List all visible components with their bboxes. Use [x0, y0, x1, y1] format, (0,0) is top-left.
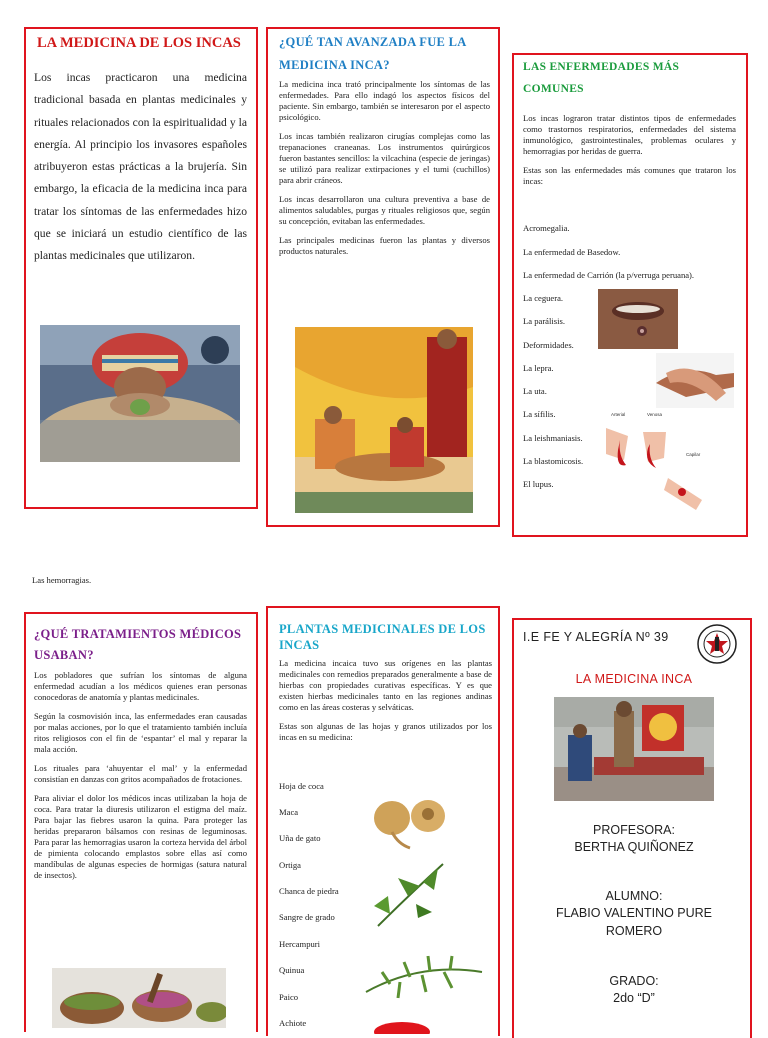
disease-item: La lepra. [523, 363, 554, 373]
plant-item: Ortiga [279, 860, 301, 870]
disease-item: La parálisis. [523, 316, 565, 326]
ortiga-image [368, 856, 450, 936]
inca-surgery-image [295, 327, 473, 513]
quinua-plant-image [360, 942, 488, 1012]
disease-item: La ceguera. [523, 293, 564, 303]
achiote-image [366, 1014, 436, 1034]
herbal-bowls-image [52, 968, 226, 1028]
school-logo-icon [696, 623, 738, 665]
grade-value: 2do “D” [613, 991, 655, 1005]
panel1-title: LA MEDICINA DE LOS INCAS [37, 35, 241, 51]
panel5-paragraph-2: Estas son algunas de las hojas y granos utilizados por los incas en su medicina: [279, 721, 492, 742]
panel3-paragraph-2: Estas son las enfermedades más comunes que trataron los incas: [523, 165, 736, 186]
plant-item: Hercampuri [279, 939, 321, 949]
hands-image [656, 353, 734, 408]
plant-item: Achiote [279, 1018, 307, 1028]
disease-item: El lupus. [523, 479, 554, 489]
panel5-paragraph-1: La medicina incaica tuvo sus orígenes en las plantas medicinales con remedios preparados generalmente a base de hierbas con propiedades curativas específicas. Y es que existen hierbas medicinales tanto en las regiones andinas como en las áreas costeras y selváticas. [279, 658, 492, 712]
teacher-label: PROFESORA: [593, 823, 675, 837]
panel3-paragraph-1: Los incas lograron tratar distintos tipos de enfermedades como trastornos respiratorios, enfermedades del sistema inmunológico, gastrointestinales, problemas oculares y hemorragias por heridas de guerra. [523, 113, 736, 156]
panel4-paragraph-1: Los pobladores que sufrían los síntomas de alguna enfermedad acudían a los médicos quienes eran personas conocedoras de anatomía y plantas medicinales. [34, 670, 247, 702]
teacher-name: BERTHA QUIÑONEZ [574, 840, 694, 854]
student-name-line2: ROMERO [605, 924, 663, 938]
plant-item: Sangre de grado [279, 912, 335, 922]
hemorrhage-types-image [598, 410, 708, 520]
overflow-line: Las hemorragias. [32, 575, 92, 585]
inca-healing-illustration [554, 697, 714, 801]
panel2-paragraph-2: Los incas también realizaron cirugías complejas como las trepanaciones craneanas. Los instrumentos quirúrgicos fueron bastantes sencillos: la vilcachina (especie de jeringas) se utilizó para realizar extirpaciones y el tumi (cuchillos) para abrir cráneos. [279, 131, 490, 185]
panel-la-medicina-de-los-incas [24, 27, 258, 509]
face-lesion-image [598, 289, 678, 349]
panel2-title: ¿QUÉ TAN AVANZADA FUE LA MEDICINA INCA? [279, 35, 466, 72]
plant-item: Maca [279, 807, 299, 817]
student-label: ALUMNO: [605, 889, 663, 903]
panel2-paragraph-4: Las principales medicinas fueron las plantas y diversos productos naturales. [279, 235, 490, 256]
panel1-text: Los incas practicaron una medicina tradicional basada en plantas medicinales y rituales relacionados con la espiritualidad y la energía. Al principio los invasores españoles atribuyeron estas prácticas a la brujería. Sin embargo, la eficacia de la medicina inca para tratar los síntomas de las enfermedades hizo que se iniciará un estudio científico de las plantas medicinales que utilizaron. [34, 71, 247, 263]
maca-image [364, 792, 454, 852]
disease-item: La leishmaniasis. [523, 433, 583, 443]
panel3-title: LAS ENFERMEDADES MÁS COMUNES [523, 61, 680, 95]
panel4-title: ¿QUÉ TRATAMIENTOS MÉDICOS USABAN? [34, 627, 242, 662]
grade-label: GRADO: [609, 974, 659, 988]
inca-healer-image [40, 325, 240, 462]
cover-title: LA MEDICINA INCA [575, 672, 693, 686]
school-name: I.E FE Y ALEGRÍA Nº 39 [523, 630, 669, 644]
student-name-line1: FLABIO VALENTINO PURE [555, 906, 713, 920]
disease-item: La enfermedad de Carrión (la p/verruga peruana). [523, 270, 695, 280]
disease-item: La blastomicosis. [523, 456, 584, 466]
panel5-title: PLANTAS MEDICINALES DE LOS INCAS [279, 622, 486, 652]
plant-item: Hoja de coca [279, 781, 324, 791]
panel-que-tan-avanzada [266, 27, 500, 527]
panel4-paragraph-2: Según la cosmovisión inca, las enfermedades eran causadas por malas acciones, por lo que el tratamiento también incluía ritos religiosos con el fin de ‘espantar’ el mal y reparar la mala acción. [34, 711, 247, 754]
disease-item: Deformidades. [523, 340, 574, 350]
plant-item: Uña de gato [279, 833, 321, 843]
disease-item: La uta. [523, 386, 547, 396]
panel2-paragraph-3: Los incas desarrollaron una cultura preventiva a base de alimentos saludables, purgas y rituales religiosos que, según su concepción, evitaban las enfermedades. [279, 194, 490, 226]
label-venosa: Venosa [647, 412, 663, 417]
disease-item: La enfermedad de Basedow. [523, 247, 621, 257]
panel4-paragraph-4: Para aliviar el dolor los médicos incas utilizaban la hoja de coca. Para tratar la diuresis utilizaron el estigma del maíz. Para bajar las fiebres usaron la quina. Para proteger las heridas prepararon bálsamos con resinas de leguminosas. Para parar las hemorragias usaron la corteza hervida del árbol de pimienta colocando emplastos sobre ellas así como mandíbulas de algunas especies de hormigas (satura natural de insectos). [34, 793, 247, 880]
panel-tratamientos-medicos [24, 612, 258, 1032]
plant-item: Chanca de piedra [279, 886, 339, 896]
label-capilar: Capilar [686, 452, 701, 457]
disease-item: La sífilis. [523, 409, 556, 419]
panel4-paragraph-3: Los rituales para ‘ahuyentar el mal’ y la enfermedad consistían en danzas con gritos acompañados de frotaciones. [34, 763, 247, 784]
panel-enfermedades-comunes [512, 53, 748, 537]
plant-item: Paico [279, 992, 299, 1002]
disease-item: Acromegalia. [523, 223, 570, 233]
plant-item: Quinua [279, 965, 305, 975]
panel-portada [512, 618, 752, 1038]
panel-plantas-medicinales [266, 606, 500, 1036]
label-arterial: Arterial [611, 412, 626, 417]
panel2-paragraph-1: La medicina inca trató principalmente los síntomas de las enfermedades. Para ello indagó los aspectos físicos del paciente. Sin embargo, también se interesaron por el aspecto psicológico. [279, 79, 490, 122]
